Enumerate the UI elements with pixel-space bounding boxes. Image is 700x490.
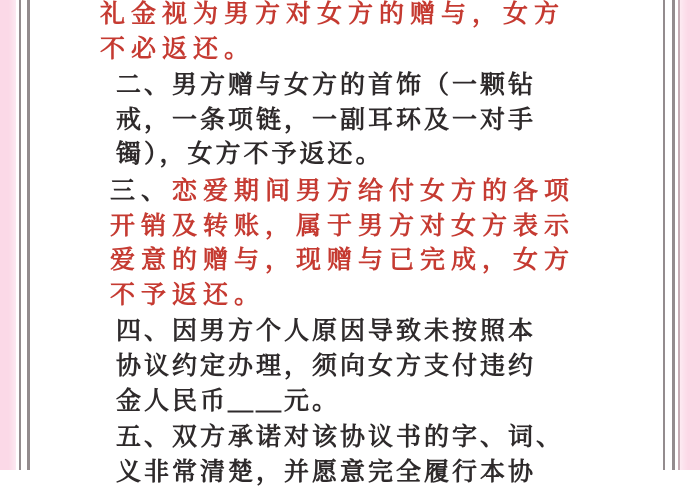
text-line: 开销及转账，属于男方对女方表示 xyxy=(110,212,576,240)
left-outer-rule xyxy=(19,0,21,470)
right-pink-border xyxy=(678,0,700,470)
text-line: 义非常清楚，并愿意完全履行本协 xyxy=(116,458,537,486)
text-run: 恋爱期间男方给付女方的各项 xyxy=(172,177,576,205)
text-line: 镯），女方不予返还。 xyxy=(116,141,384,169)
clause-number: 三、 xyxy=(110,177,173,205)
text-line: 二、男方赠与女方的首饰（一颗钻 xyxy=(116,72,537,100)
left-inner-rule xyxy=(27,0,30,470)
clause-3 xyxy=(100,175,660,313)
text-line: 不必返还。 xyxy=(100,35,256,63)
text-line: 金人民币＿＿元。 xyxy=(116,387,341,415)
text-line: 协议约定办理，须向女方支付违约 xyxy=(116,352,537,380)
clause-5 xyxy=(100,421,660,490)
text-line xyxy=(110,175,660,210)
text-line: 戒，一条项链，一副耳环及一对手 xyxy=(116,106,537,134)
clause-1-continuation xyxy=(100,0,660,67)
text-line: 爱意的赠与，现赠与已完成，女方 xyxy=(110,247,576,275)
document-text xyxy=(100,0,660,490)
text-line: 不予返还。 xyxy=(110,281,266,309)
clause-2 xyxy=(100,69,660,173)
right-outer-rule xyxy=(672,0,675,470)
left-pink-border xyxy=(0,0,16,470)
clause-4 xyxy=(100,315,660,419)
text-line: 礼金视为男方对女方的赠与，女方 xyxy=(100,1,566,28)
right-inner-rule xyxy=(663,0,665,470)
text-line: 四、因男方个人原因导致未按照本 xyxy=(116,318,537,346)
text-line: 五、双方承诺对该协议书的字、词、 xyxy=(116,424,565,452)
